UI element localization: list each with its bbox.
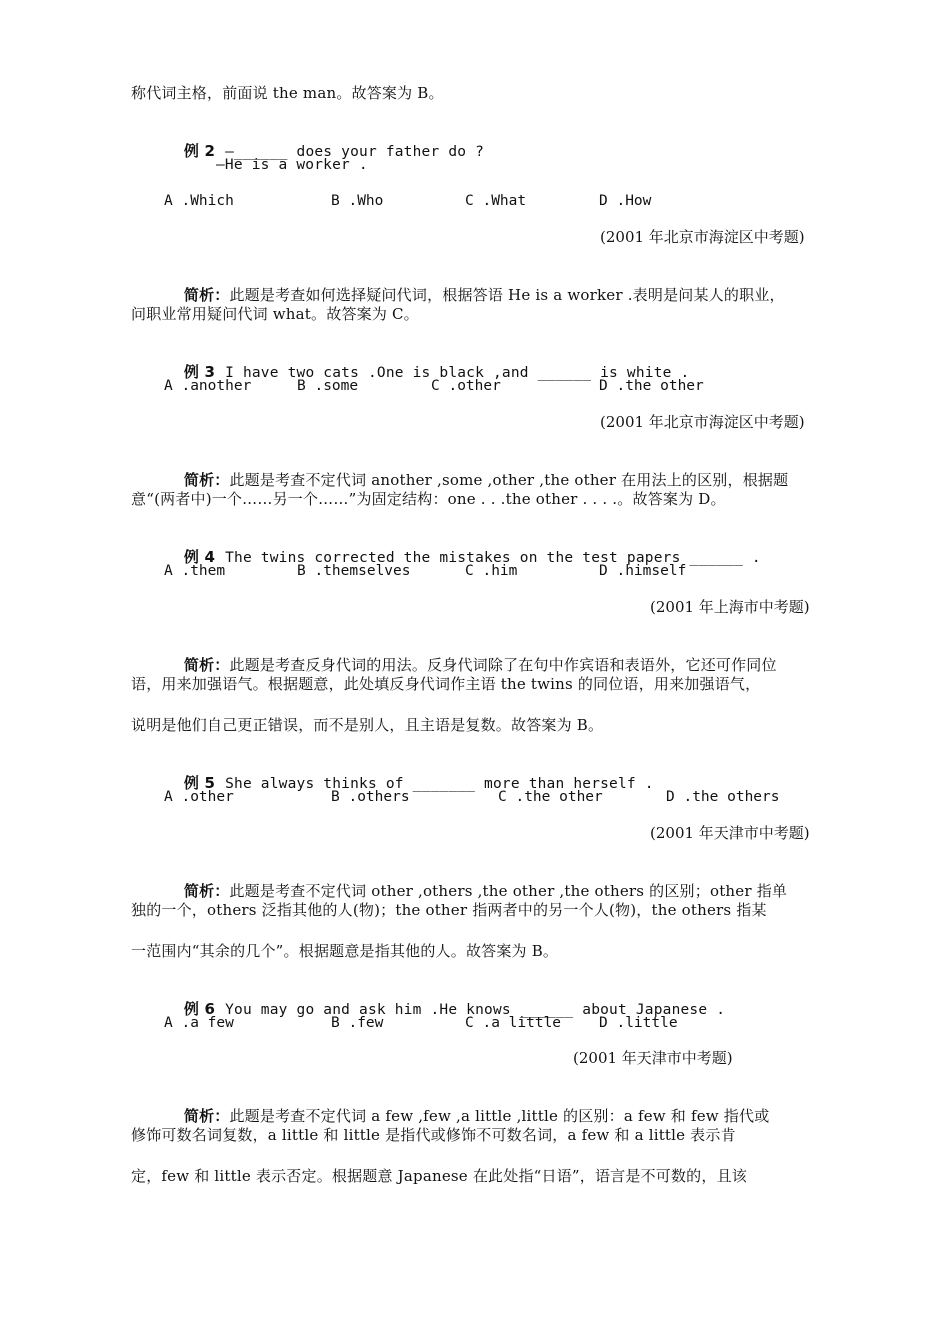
question-text: The twins corrected the mistakes on the test papers ______ . [225, 550, 761, 566]
analysis-line-2: 意“(两者中)一个……另一个……”为固定结构：one . . .the other . . . .。故答案为 D。 [131, 490, 726, 508]
option-d: D .How [599, 193, 652, 209]
option-a: A .another [164, 378, 252, 394]
analysis-line-1: 简析：此题是考查不定代词 other ,others ,the other ,the others 的区别；other 指单 [183, 882, 788, 900]
option-d: D .the other [599, 378, 704, 394]
option-a: A .a few [164, 1015, 234, 1031]
option-b: B .Who [331, 193, 384, 209]
option-d: D .little [599, 1015, 678, 1031]
intro-tail: 称代词主格，前面说 the man。故答案为 B。 [131, 84, 444, 102]
analysis-label: 简析： [183, 882, 230, 900]
example-label: 例 3 [183, 363, 216, 381]
question-source: (2001 年天津市中考题) [573, 1049, 733, 1067]
option-b: B .some [297, 378, 359, 394]
analysis-label: 简析： [183, 286, 230, 304]
option-c: C .the other [498, 789, 603, 805]
analysis-line-1: 简析：此题是考查反身代词的用法。反身代词除了在句中作宾语和表语外，它还可作同位 [183, 656, 777, 674]
analysis-line-1: 简析：此题是考查不定代词 a few ,few ,a little ,little 的区别：a few 和 few 指代或 [183, 1107, 770, 1125]
question-source: (2001 年天津市中考题) [650, 824, 810, 842]
analysis-label: 简析： [183, 1107, 230, 1125]
example-label: 例 6 [183, 1000, 216, 1018]
question-text: —______ does your father do ? [225, 144, 485, 160]
analysis-line-1: 简析：此题是考查不定代词 another ,some ,other ,the other 在用法上的区别，根据题 [183, 471, 789, 489]
analysis-line-3: 说明是他们自己更正错误，而不是别人，且主语是复数。故答案为 B。 [131, 716, 604, 734]
question-text: You may go and ask him .He knows ______ about Japanese . [225, 1002, 726, 1018]
option-c: C .What [465, 193, 527, 209]
example-label: 例 4 [183, 548, 216, 566]
example-2-answer-line: —He is a worker . [216, 157, 368, 173]
option-d: D .the others [666, 789, 780, 805]
example-label: 例 5 [183, 774, 216, 792]
option-b: B .others [331, 789, 410, 805]
option-a: A .them [164, 563, 226, 579]
analysis-line-1: 简析：此题是考查如何选择疑问代词，根据答语 He is a worker .表明是问某人的职业， [183, 286, 785, 304]
analysis-label: 简析： [183, 656, 230, 674]
option-c: C .a little [465, 1015, 562, 1031]
option-c: C .him [465, 563, 518, 579]
option-d: D .himself [599, 563, 687, 579]
option-a: A .other [164, 789, 234, 805]
question-source: (2001 年上海市中考题) [650, 598, 810, 616]
option-b: B .few [331, 1015, 384, 1031]
example-label: 例 2 [183, 142, 216, 160]
question-text: I have two cats .One is black ,and ______ is white . [225, 365, 690, 381]
analysis-line-3: 一范围内“其余的几个”。根据题意是指其他的人。故答案为 B。 [131, 942, 559, 960]
option-c: C .other [431, 378, 501, 394]
option-b: B .themselves [297, 563, 411, 579]
analysis-label: 简析： [183, 471, 230, 489]
question-text: She always thinks of _______ more than herself . [225, 776, 654, 792]
option-a: A .Which [164, 193, 234, 209]
analysis-line-2: 独的一个，others 泛指其他的人(物)；the other 指两者中的另一个人(物)，the others 指某 [131, 901, 767, 919]
analysis-line-2: 语，用来加强语气。根据题意，此处填反身代词作主语 the twins 的同位语，用来加强语气， [131, 675, 761, 693]
analysis-line-2: 问职业常用疑问代词 what。故答案为 C。 [131, 305, 419, 323]
question-source: (2001 年北京市海淀区中考题) [600, 413, 805, 431]
analysis-line-3: 定，few 和 little 表示否定。根据题意 Japanese 在此处指“日语”，语言是不可数的，且该 [131, 1167, 747, 1185]
analysis-line-2: 修饰可数名词复数，a little 和 little 是指代或修饰不可数名词，a few 和 a little 表示肯 [131, 1126, 736, 1144]
question-source: (2001 年北京市海淀区中考题) [600, 228, 805, 246]
